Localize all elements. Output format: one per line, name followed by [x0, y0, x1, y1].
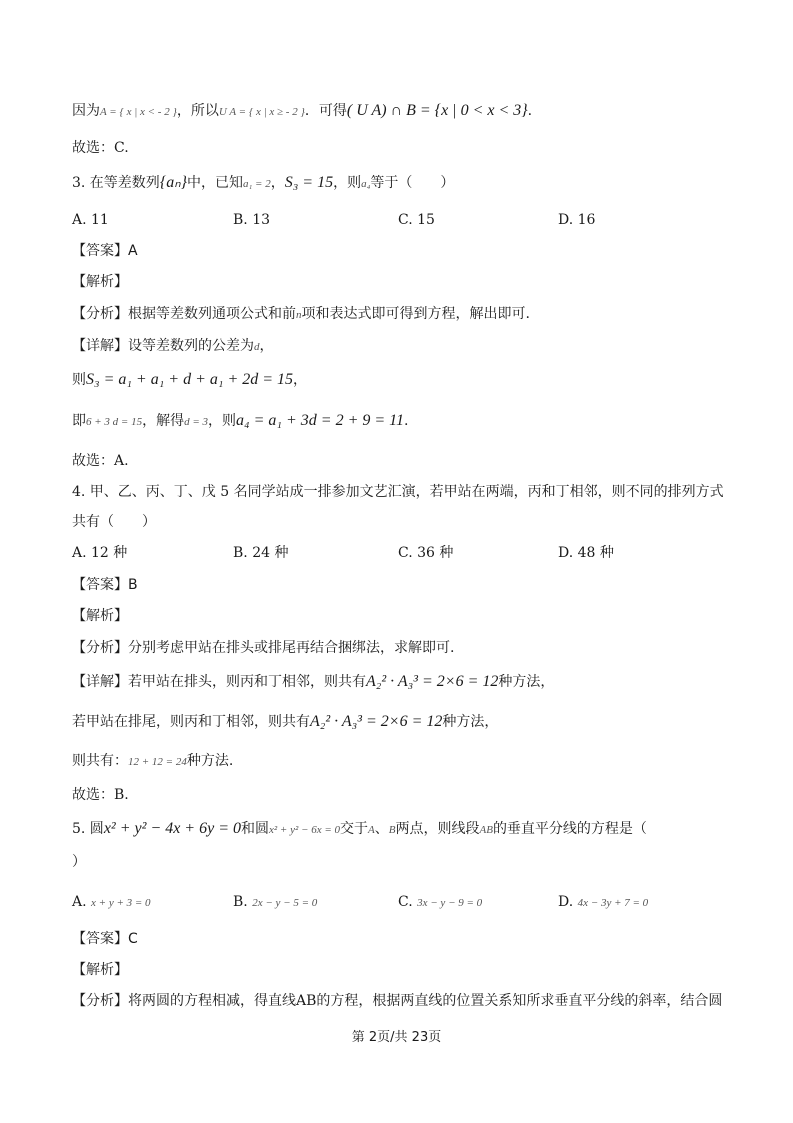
option-label: D. — [558, 894, 574, 910]
formula-seq: {aₙ} — [159, 174, 187, 191]
analysis-line: 【分析】分别考虑甲站在排头或排尾再结合捆绑法，求解即可. — [72, 640, 455, 656]
question-5-stem-line2: ） — [72, 854, 86, 870]
question-4-stem-line1: 4. 甲、乙、丙、丁、戊 5 名同学站成一排参加文艺汇演，若甲站在两端，丙和丁相邻，则不同的排列方式 — [72, 484, 724, 500]
choice-line: 故选：B. — [72, 787, 129, 803]
text: ．可得 — [304, 103, 347, 119]
text: 、 — [374, 821, 389, 837]
point-b: B — [388, 824, 396, 836]
formula-n: n — [296, 309, 302, 321]
formula-permutation: A₂² · A₃³ = 2×6 = 12 — [310, 713, 443, 730]
equation-line-2 — [72, 411, 753, 432]
detail-line-2 — [72, 712, 753, 732]
text: 等于（ ） — [370, 175, 455, 191]
option-b — [233, 892, 317, 913]
formula-d: d — [254, 341, 260, 353]
equation-line-1 — [72, 370, 753, 390]
option-label: B. — [233, 894, 248, 910]
formula-complement: U A = { x | x ≥ - 2 } — [218, 106, 305, 118]
analysis-label: 【解析】 — [72, 962, 128, 978]
text: 种方法. — [186, 753, 234, 769]
segment-ab: AB — [479, 824, 493, 836]
text: ，所以 — [176, 103, 219, 119]
text: . — [403, 413, 409, 429]
formula-circle-2: x² + y² − 6x = 0 — [269, 824, 341, 836]
formula-total: 12 + 12 = 24 — [128, 756, 187, 768]
option-equation: 3x − y − 9 = 0 — [417, 897, 483, 909]
answer-label: 【答案】A — [72, 243, 138, 259]
option-c — [398, 892, 482, 913]
option-b: B. 13 — [233, 212, 271, 228]
analysis-label: 【解析】 — [72, 274, 128, 290]
text: 中，已知 — [186, 175, 243, 191]
option-a: A. 11 — [72, 212, 109, 228]
text: 两点，则线段 — [395, 821, 480, 837]
formula-d-value: d = 3 — [184, 416, 209, 428]
answer-label: 【答案】C — [72, 931, 138, 947]
option-equation: x + y + 3 = 0 — [91, 897, 151, 909]
text: 3. 在等差数列 — [72, 175, 160, 191]
analysis-line: 【分析】将两圆的方程相减，得直线AB的方程，根据两直线的位置关系知所求垂直平分线的斜率，结合圆 — [72, 993, 723, 1009]
text: 则 — [72, 372, 86, 388]
detail-line-1 — [72, 672, 753, 692]
text: 的垂直平分线的方程是（ — [492, 821, 647, 837]
option-d: D. 48 种 — [558, 545, 614, 561]
option-equation: 4x − 3y + 7 = 0 — [577, 897, 649, 909]
question-5-stem-line1 — [72, 819, 753, 840]
detail-line — [72, 336, 753, 357]
formula-a4-value: a₄ = a₁ + 3d = 2 + 9 = 11 — [236, 412, 404, 429]
text: 交于 — [340, 821, 369, 837]
text: ，解得 — [142, 413, 185, 429]
text: 【分析】根据等差数列通项公式和前 — [72, 306, 296, 322]
text: 因为 — [72, 103, 100, 119]
option-a: A. 12 种 — [72, 545, 128, 561]
formula-set-a: A = { x | x < - 2 } — [100, 106, 177, 118]
solution-line-set — [72, 101, 753, 122]
formula-s3: S₃ = 15 — [284, 174, 334, 191]
choice-line: 故选：A. — [72, 453, 129, 469]
text: ， — [259, 338, 274, 354]
formula-a4: a₄ — [361, 178, 371, 190]
question-3-stem — [72, 173, 753, 194]
formula-result: ( U A) ∩ B = {x | 0 < x < 3} — [346, 102, 528, 119]
option-d — [558, 892, 648, 913]
option-a — [72, 892, 151, 913]
text: 5. 圆 — [72, 821, 104, 837]
text: 种方法， — [442, 714, 499, 730]
text: 【详解】若甲站在排头，则丙和丁相邻，则共有 — [72, 674, 366, 690]
text: 种方法， — [498, 674, 555, 690]
text: . — [527, 103, 533, 119]
formula-s3-expansion: S₃ = a₁ + a₁ + d + a₁ + 2d = 15 — [86, 371, 294, 388]
text: ， — [270, 175, 285, 191]
option-d: D. 16 — [558, 212, 596, 228]
option-label: C. — [398, 894, 413, 910]
option-c: C. 36 种 — [398, 545, 454, 561]
formula-solve: 6 + 3 d = 15 — [86, 416, 143, 428]
option-c: C. 15 — [398, 212, 435, 228]
total-line — [72, 751, 753, 772]
question-4-stem-line2: 共有（ ） — [72, 514, 156, 530]
analysis-line — [72, 304, 753, 325]
choice-line: 故选：C. — [72, 140, 129, 156]
answer-label: 【答案】B — [72, 577, 138, 593]
text: 若甲站在排尾，则丙和丁相邻，则共有 — [72, 714, 310, 730]
analysis-label: 【解析】 — [72, 608, 128, 624]
text: ，则 — [333, 175, 362, 191]
text: 即 — [72, 413, 86, 429]
option-b: B. 24 种 — [233, 545, 289, 561]
text: 项和表达式即可得到方程，解出即可. — [301, 306, 530, 322]
text: 【详解】设等差数列的公差为 — [72, 338, 254, 354]
formula-a1: a₁ = 2 — [242, 178, 271, 190]
option-label: A. — [72, 894, 87, 910]
text: 则共有： — [72, 753, 128, 769]
option-equation: 2x − y − 5 = 0 — [252, 897, 318, 909]
formula-circle-1: x² + y² − 4x + 6y = 0 — [103, 820, 241, 837]
formula-permutation: A₂² · A₃³ = 2×6 = 12 — [366, 673, 499, 690]
page-footer: 第 2页/共 23页 — [351, 1030, 442, 1045]
point-a: A — [368, 824, 375, 836]
text: 和圆 — [241, 821, 269, 837]
text: ， — [293, 372, 308, 388]
text: ，则 — [208, 413, 237, 429]
